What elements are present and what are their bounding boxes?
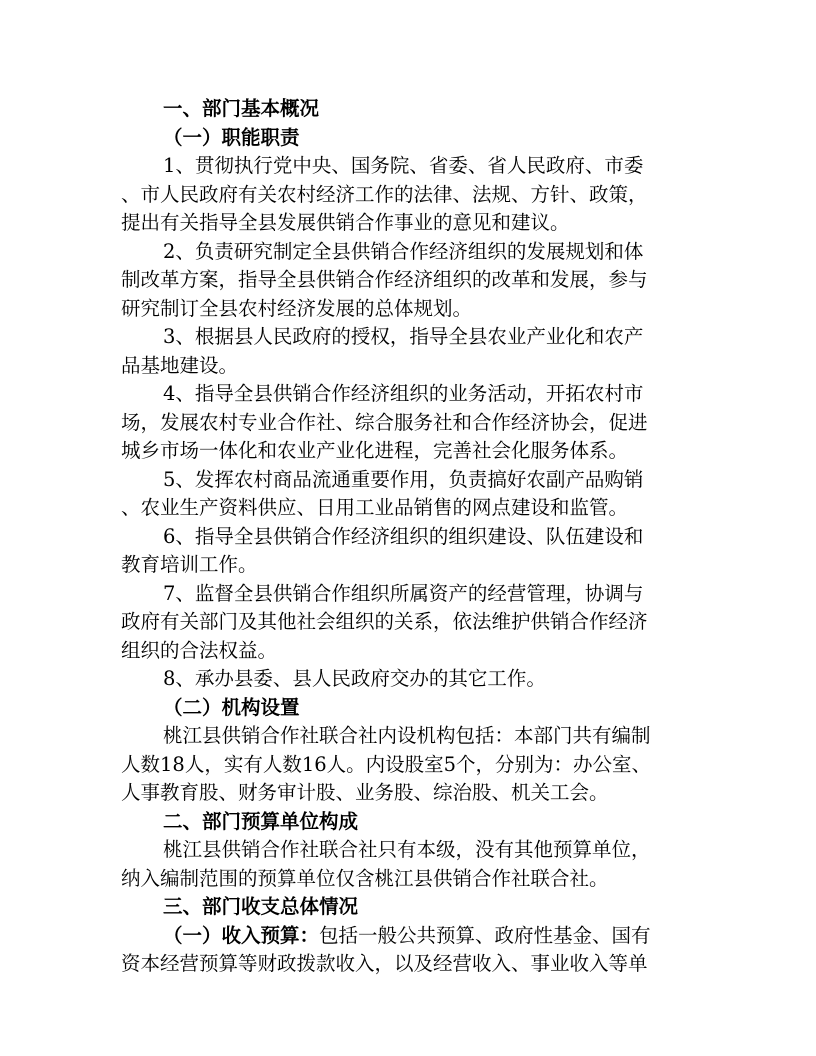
income-budget-label: （一）收入预算： (163, 923, 320, 947)
duty-line: 教育培训工作。 (121, 553, 258, 576)
duty-line: 政府有关部门及其他社会组织的关系，依法维护供销合作经济 (121, 610, 648, 633)
duty-line: 1、贯彻执行党中央、国务院、省委、省人民政府、市委 (163, 154, 644, 177)
duty-item-6 (121, 523, 696, 580)
duty-line: 组织的合法权益。 (121, 638, 278, 662)
duty-line: 6、指导全县供销合作经济组织的组织建设、队伍建设和 (163, 524, 644, 548)
duty-line: 5、发挥农村商品流通重要作用，负责搞好农副产品购销 (163, 467, 644, 491)
duty-line: 研究制订全县农村经济发展的总体规划。 (121, 296, 473, 320)
duty-item-4 (121, 380, 696, 466)
org-line: 人数18人，实有人数16人。内设股室5个，分别为：办公室、 (121, 752, 652, 776)
duty-item-5 (121, 466, 696, 523)
subsection-heading-organization: （二）机构设置 (163, 695, 300, 719)
subsection-heading-duties: （一）职能职责 (163, 125, 300, 149)
duty-line: 城乡市场一体化和农业产业化进程，完善社会化服务体系。 (121, 439, 629, 462)
duty-line: 提出有关指导全县发展供销合作事业的意见和建议。 (121, 211, 570, 234)
duty-item-1 (121, 152, 696, 238)
income-budget-text: 包括一般公共预算、政府性基金、国有 (319, 923, 651, 947)
duty-line: 品基地建设。 (121, 353, 239, 377)
duty-item-7 (121, 580, 696, 666)
duty-line: 2、负责研究制定全县供销合作经济组织的发展规划和体 (163, 239, 644, 263)
budget-unit-line: 桃江县供销合作社联合社只有本级，没有其他预算单位， (163, 838, 651, 861)
duty-line: 制改革方案，指导全县供销合作经济组织的改革和发展，参与 (121, 268, 648, 291)
duty-item-3 (121, 323, 696, 380)
org-line: 桃江县供销合作社联合社内设机构包括：本部门共有编制 (163, 724, 651, 747)
duty-item-8 (121, 665, 696, 694)
duty-line: 场，发展农村专业合作社、综合服务社和合作经济协会，促进 (121, 410, 648, 434)
budget-unit-line: 纳入编制范围的预算单位仅含桃江县供销合作社联合社。 (121, 866, 609, 890)
duty-line: 3、根据县人民政府的授权，指导全县农业产业化和农产 (163, 325, 644, 348)
duty-line: 7、监督全县供销合作组织所属资产的经营管理，协调与 (163, 581, 644, 605)
section-heading-revenue-expenditure: 三、部门收支总体情况 (163, 895, 359, 918)
section-heading-overview: 一、部门基本概况 (163, 97, 320, 120)
duty-line: 8、承办县委、县人民政府交办的其它工作。 (163, 667, 546, 690)
duty-line: 、市人民政府有关农村经济工作的法律、法规、方针、政策， (121, 182, 648, 206)
section-heading-budget-units: 二、部门预算单位构成 (163, 809, 359, 833)
duty-item-2 (121, 238, 696, 324)
duty-line: 、农业生产资料供应、日用工业品销售的网点建设和监管。 (121, 496, 629, 519)
duty-line: 4、指导全县供销合作经济组织的业务活动，开拓农村市 (163, 382, 644, 405)
income-budget-line: 资本经营预算等财政拨款收入，以及经营收入、事业收入等单 (121, 952, 648, 975)
org-line: 人事教育股、财务审计股、业务股、综治股、机关工会。 (121, 781, 609, 804)
document-body (121, 95, 696, 979)
income-budget-line (121, 922, 696, 951)
